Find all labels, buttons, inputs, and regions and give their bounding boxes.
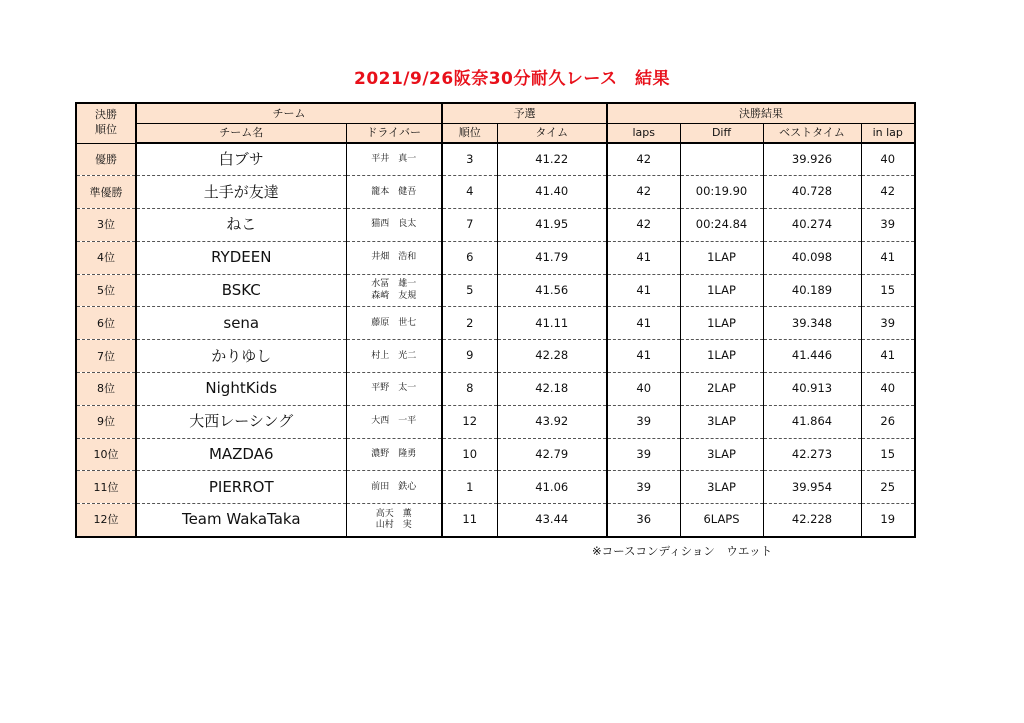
laps-cell: 41 — [607, 241, 680, 274]
qual-time-cell: 42.79 — [497, 438, 607, 471]
driver-cell — [346, 340, 442, 373]
laps-cell: 39 — [607, 471, 680, 504]
table-row — [76, 405, 915, 438]
header-rank-bottom: 順位 — [95, 123, 117, 137]
rank-cell: 10位 — [76, 438, 136, 471]
team-name-cell: BSKC — [136, 274, 346, 307]
team-name-cell: RYDEEN — [136, 241, 346, 274]
header-row-groups — [76, 103, 915, 123]
rank-cell: 7位 — [76, 340, 136, 373]
course-condition-note: ※コースコンディション ウエット — [592, 544, 773, 558]
rank-cell: 9位 — [76, 405, 136, 438]
header-laps: laps — [607, 123, 680, 143]
page-title: 2021/9/26阪奈30分耐久レース 結果 — [353, 69, 671, 89]
laps-cell: 40 — [607, 373, 680, 406]
qual-rank-cell: 2 — [442, 307, 497, 340]
driver-name: 藤原 世七 — [371, 317, 417, 328]
best-time-cell: 42.273 — [763, 438, 861, 471]
in-lap-cell: 15 — [861, 274, 915, 307]
header-driver: ドライバー — [346, 123, 442, 143]
laps-cell: 42 — [607, 143, 680, 176]
laps-cell: 41 — [607, 340, 680, 373]
team-name-cell: 白ブサ — [136, 143, 346, 176]
laps-cell: 42 — [607, 176, 680, 209]
qual-time-cell: 41.79 — [497, 241, 607, 274]
best-time-cell: 40.913 — [763, 373, 861, 406]
driver-name: 水冨 雄一 — [371, 279, 417, 290]
diff-cell: 1LAP — [680, 241, 763, 274]
header-group-qualifying: 予選 — [442, 103, 607, 123]
header-team-name: チーム名 — [136, 123, 346, 143]
rank-cell: 11位 — [76, 471, 136, 504]
rank-cell: 準優勝 — [76, 176, 136, 209]
laps-cell: 39 — [607, 438, 680, 471]
qual-time-cell: 43.44 — [497, 504, 607, 537]
driver-name: 森崎 友規 — [371, 290, 417, 301]
header-group-team: チーム — [136, 103, 442, 123]
rank-cell: 5位 — [76, 274, 136, 307]
driver-cell — [346, 405, 442, 438]
rank-cell: 4位 — [76, 241, 136, 274]
driver-cell — [346, 438, 442, 471]
best-time-cell: 39.926 — [763, 143, 861, 176]
diff-cell: 1LAP — [680, 307, 763, 340]
team-name-cell: 大西レーシング — [136, 405, 346, 438]
table-row — [76, 340, 915, 373]
team-name-cell: MAZDA6 — [136, 438, 346, 471]
driver-cell — [346, 274, 442, 307]
best-time-cell: 41.864 — [763, 405, 861, 438]
qual-rank-cell: 8 — [442, 373, 497, 406]
diff-cell: 1LAP — [680, 274, 763, 307]
team-name-cell: 土手が友達 — [136, 176, 346, 209]
in-lap-cell: 19 — [861, 504, 915, 537]
diff-cell: 3LAP — [680, 471, 763, 504]
best-time-cell: 40.098 — [763, 241, 861, 274]
qual-time-cell: 41.22 — [497, 143, 607, 176]
diff-cell: 00:24.84 — [680, 209, 763, 242]
laps-cell: 42 — [607, 209, 680, 242]
best-time-cell: 40.274 — [763, 209, 861, 242]
in-lap-cell: 15 — [861, 438, 915, 471]
driver-cell — [346, 504, 442, 537]
team-name-cell: ねこ — [136, 209, 346, 242]
in-lap-cell: 39 — [861, 307, 915, 340]
in-lap-cell: 41 — [861, 340, 915, 373]
team-name-cell: PIERROT — [136, 471, 346, 504]
qual-time-cell: 42.18 — [497, 373, 607, 406]
diff-cell: 00:19.90 — [680, 176, 763, 209]
driver-name: 高天 薫 — [375, 508, 412, 519]
table-row — [76, 373, 915, 406]
header-group-final: 決勝結果 — [607, 103, 915, 123]
qual-rank-cell: 7 — [442, 209, 497, 242]
driver-cell — [346, 176, 442, 209]
qual-time-cell: 41.40 — [497, 176, 607, 209]
header-qual-rank: 順位 — [442, 123, 497, 143]
table-row — [76, 143, 915, 176]
qual-rank-cell: 6 — [442, 241, 497, 274]
best-time-cell: 42.228 — [763, 504, 861, 537]
diff-cell: 6LAPS — [680, 504, 763, 537]
header-best-time: ベストタイム — [763, 123, 861, 143]
diff-cell: 3LAP — [680, 405, 763, 438]
driver-name: 籠本 健吾 — [371, 186, 417, 197]
table-row — [76, 209, 915, 242]
laps-cell: 41 — [607, 307, 680, 340]
header-qual-time: タイム — [497, 123, 607, 143]
best-time-cell: 39.348 — [763, 307, 861, 340]
header-rank-top: 決勝 — [95, 108, 117, 122]
driver-cell — [346, 307, 442, 340]
header-in-lap: in lap — [861, 123, 915, 143]
diff-cell — [680, 143, 763, 176]
header-diff: Diff — [680, 123, 763, 143]
qual-rank-cell: 11 — [442, 504, 497, 537]
qual-rank-cell: 10 — [442, 438, 497, 471]
qual-time-cell: 41.95 — [497, 209, 607, 242]
team-name-cell: sena — [136, 307, 346, 340]
in-lap-cell: 26 — [861, 405, 915, 438]
driver-name: 山村 実 — [375, 519, 412, 530]
table-row — [76, 307, 915, 340]
qual-rank-cell: 5 — [442, 274, 497, 307]
driver-name: 井畑 浩和 — [371, 252, 417, 263]
driver-cell — [346, 143, 442, 176]
driver-name: 村上 光二 — [371, 350, 417, 361]
in-lap-cell: 40 — [861, 143, 915, 176]
qual-time-cell: 43.92 — [497, 405, 607, 438]
table-row — [76, 274, 915, 307]
table-row — [76, 438, 915, 471]
header-rank — [76, 103, 136, 143]
best-time-cell: 40.728 — [763, 176, 861, 209]
driver-name: 前田 鉄心 — [371, 481, 417, 492]
qual-rank-cell: 9 — [442, 340, 497, 373]
laps-cell: 36 — [607, 504, 680, 537]
header-row-columns — [76, 123, 915, 143]
in-lap-cell: 41 — [861, 241, 915, 274]
best-time-cell: 40.189 — [763, 274, 861, 307]
driver-cell — [346, 241, 442, 274]
in-lap-cell: 25 — [861, 471, 915, 504]
table-row — [76, 241, 915, 274]
qual-rank-cell: 1 — [442, 471, 497, 504]
qual-time-cell: 41.06 — [497, 471, 607, 504]
rank-cell: 8位 — [76, 373, 136, 406]
team-name-cell: NightKids — [136, 373, 346, 406]
table-row — [76, 471, 915, 504]
results-table — [75, 102, 916, 538]
best-time-cell: 39.954 — [763, 471, 861, 504]
diff-cell: 3LAP — [680, 438, 763, 471]
laps-cell: 41 — [607, 274, 680, 307]
diff-cell: 1LAP — [680, 340, 763, 373]
driver-name: 大西 一平 — [371, 416, 417, 427]
qual-time-cell: 42.28 — [497, 340, 607, 373]
rank-cell: 6位 — [76, 307, 136, 340]
qual-rank-cell: 4 — [442, 176, 497, 209]
rank-cell: 優勝 — [76, 143, 136, 176]
in-lap-cell: 39 — [861, 209, 915, 242]
best-time-cell: 41.446 — [763, 340, 861, 373]
driver-name: 濃野 隆勇 — [371, 448, 417, 459]
driver-cell — [346, 471, 442, 504]
diff-cell: 2LAP — [680, 373, 763, 406]
driver-name: 平野 太一 — [371, 383, 417, 394]
in-lap-cell: 40 — [861, 373, 915, 406]
driver-cell — [346, 373, 442, 406]
qual-rank-cell: 3 — [442, 143, 497, 176]
team-name-cell: Team WakaTaka — [136, 504, 346, 537]
driver-name: 平井 真一 — [371, 154, 417, 165]
qual-time-cell: 41.11 — [497, 307, 607, 340]
laps-cell: 39 — [607, 405, 680, 438]
rank-cell: 12位 — [76, 504, 136, 537]
in-lap-cell: 42 — [861, 176, 915, 209]
driver-name: 猫西 良太 — [371, 219, 417, 230]
table-row — [76, 176, 915, 209]
qual-time-cell: 41.56 — [497, 274, 607, 307]
driver-cell — [346, 209, 442, 242]
table-row — [76, 504, 915, 537]
team-name-cell: かりゆし — [136, 340, 346, 373]
qual-rank-cell: 12 — [442, 405, 497, 438]
rank-cell: 3位 — [76, 209, 136, 242]
